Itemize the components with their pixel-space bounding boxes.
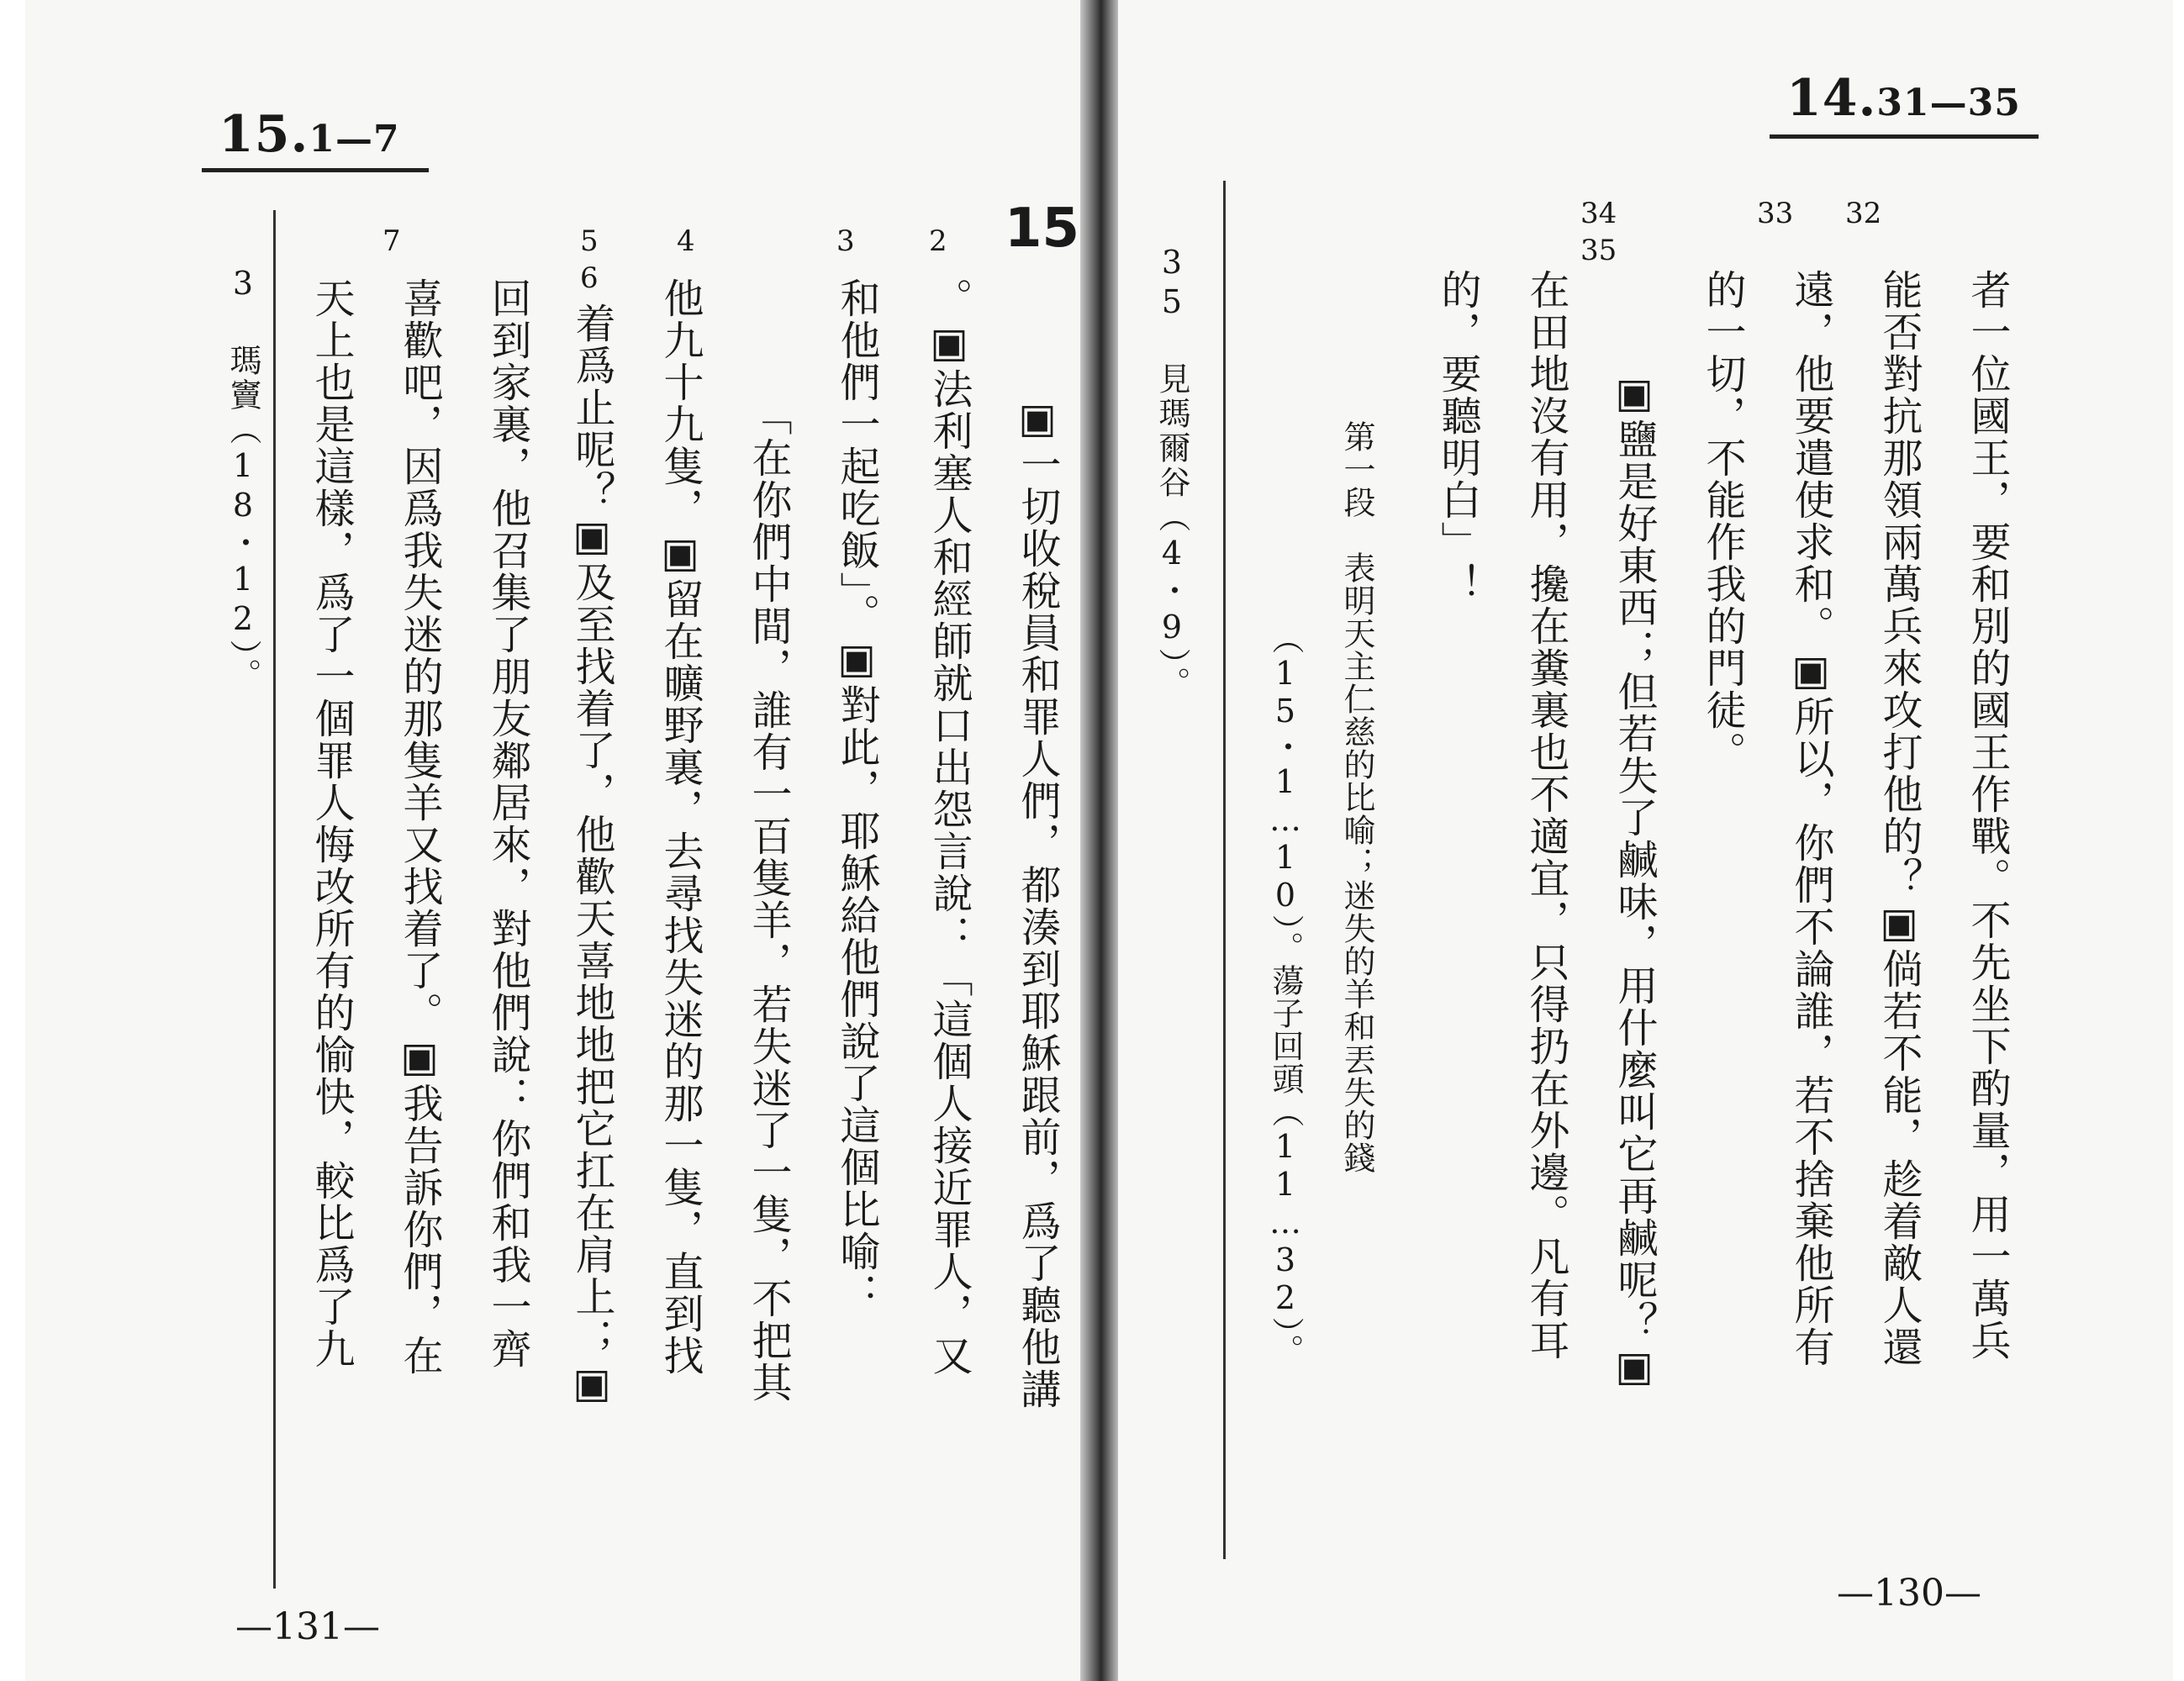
verse-number: 7	[382, 224, 401, 258]
left-page	[25, 0, 1080, 1681]
text-column: 者一位國王，要和別的國王作戰。不先坐下酌量，用一萬兵	[1964, 269, 2011, 1362]
text-column: 「在你們中間，誰有一百隻羊，若失迷了一隻，不把其	[745, 395, 792, 1404]
right-header-range: 31—35	[1876, 82, 2021, 124]
text-column: 的一切，不能作我的門徒。	[1699, 269, 1746, 773]
left-footnote: 3 瑪竇（18・12）。	[224, 265, 261, 693]
right-margin-rule	[1223, 181, 1226, 1559]
text-column: 的，要聽明白」！	[1434, 269, 1481, 605]
verse-number: 2	[929, 224, 947, 258]
text-column: 他九十九隻，▣留在曠野裏，去尋找失迷的那一隻，直到找	[657, 277, 704, 1377]
verse-number: 33	[1757, 197, 1794, 230]
text-column: ▣一切收稅員和罪人們，都湊到耶穌跟前，爲了聽他講	[1014, 395, 1061, 1410]
text-column: ▣鹽是好東西；但若失了鹹味，用什麼叫它再鹹呢？▣	[1611, 370, 1658, 1392]
verse-number: 4	[677, 224, 695, 258]
text-column: 能否對抗那領兩萬兵來攻打他的？▣倘若不能，趁着敵人還	[1875, 269, 1923, 1368]
verse-number: 3	[836, 224, 855, 258]
text-column: 和他們一起吃飯」。▣對此，耶穌給他們說了這個比喻：	[833, 277, 880, 1315]
page-number-130: —130—	[1837, 1572, 1981, 1615]
section-title: 第一段 表明天主仁慈的比喻；迷失的羊和丟失的錢	[1338, 420, 1375, 1174]
page-number-131: —131—	[235, 1605, 380, 1648]
text-column: 遠，他要遣使求和。▣所以，你們不論誰，若不捨棄他所有	[1787, 269, 1834, 1368]
text-column: 着爲止呢？▣及至找着了，他歡天喜地地把它扛在肩上；▣	[568, 303, 615, 1409]
chapter-number: 15	[1005, 198, 1080, 260]
right-page-header	[1786, 69, 2021, 128]
left-header-chapter: 15.	[219, 105, 309, 164]
verse-number: 5 6	[580, 224, 599, 296]
right-header-chapter: 14.	[1786, 69, 1877, 128]
book-gutter	[1080, 0, 1118, 1681]
text-column: 。▣法利塞人和經師就口出怨言說：「這個人接近罪人，又	[926, 277, 973, 1377]
verse-number: 32	[1845, 197, 1882, 230]
text-column: 在田地沒有用，攙在糞裏也不適宜，只得扔在外邊。凡有耳	[1522, 269, 1569, 1362]
text-column: 回到家裏，他召集了朋友鄰居來，對他們說：你們和我一齊	[484, 277, 531, 1370]
left-header-range: 1—7	[309, 118, 400, 161]
right-footnote: 35 見瑪爾谷（4・9）。	[1153, 244, 1190, 701]
right-page	[1118, 0, 2173, 1681]
text-column: 喜歡吧，因爲我失迷的那隻羊又找着了。▣我告訴你們，在	[396, 277, 443, 1377]
verse-number: 34 35	[1580, 197, 1617, 268]
left-margin-rule	[273, 210, 276, 1589]
section-reference: （15・1…10）。蕩子回頭（11…32）。	[1267, 622, 1304, 1367]
left-page-header	[219, 105, 400, 164]
right-header-rule	[1770, 134, 2039, 139]
left-header-rule	[202, 168, 429, 172]
text-column: 天上也是這樣，爲了一個罪人悔改所有的愉快，較比爲了九	[308, 277, 355, 1370]
